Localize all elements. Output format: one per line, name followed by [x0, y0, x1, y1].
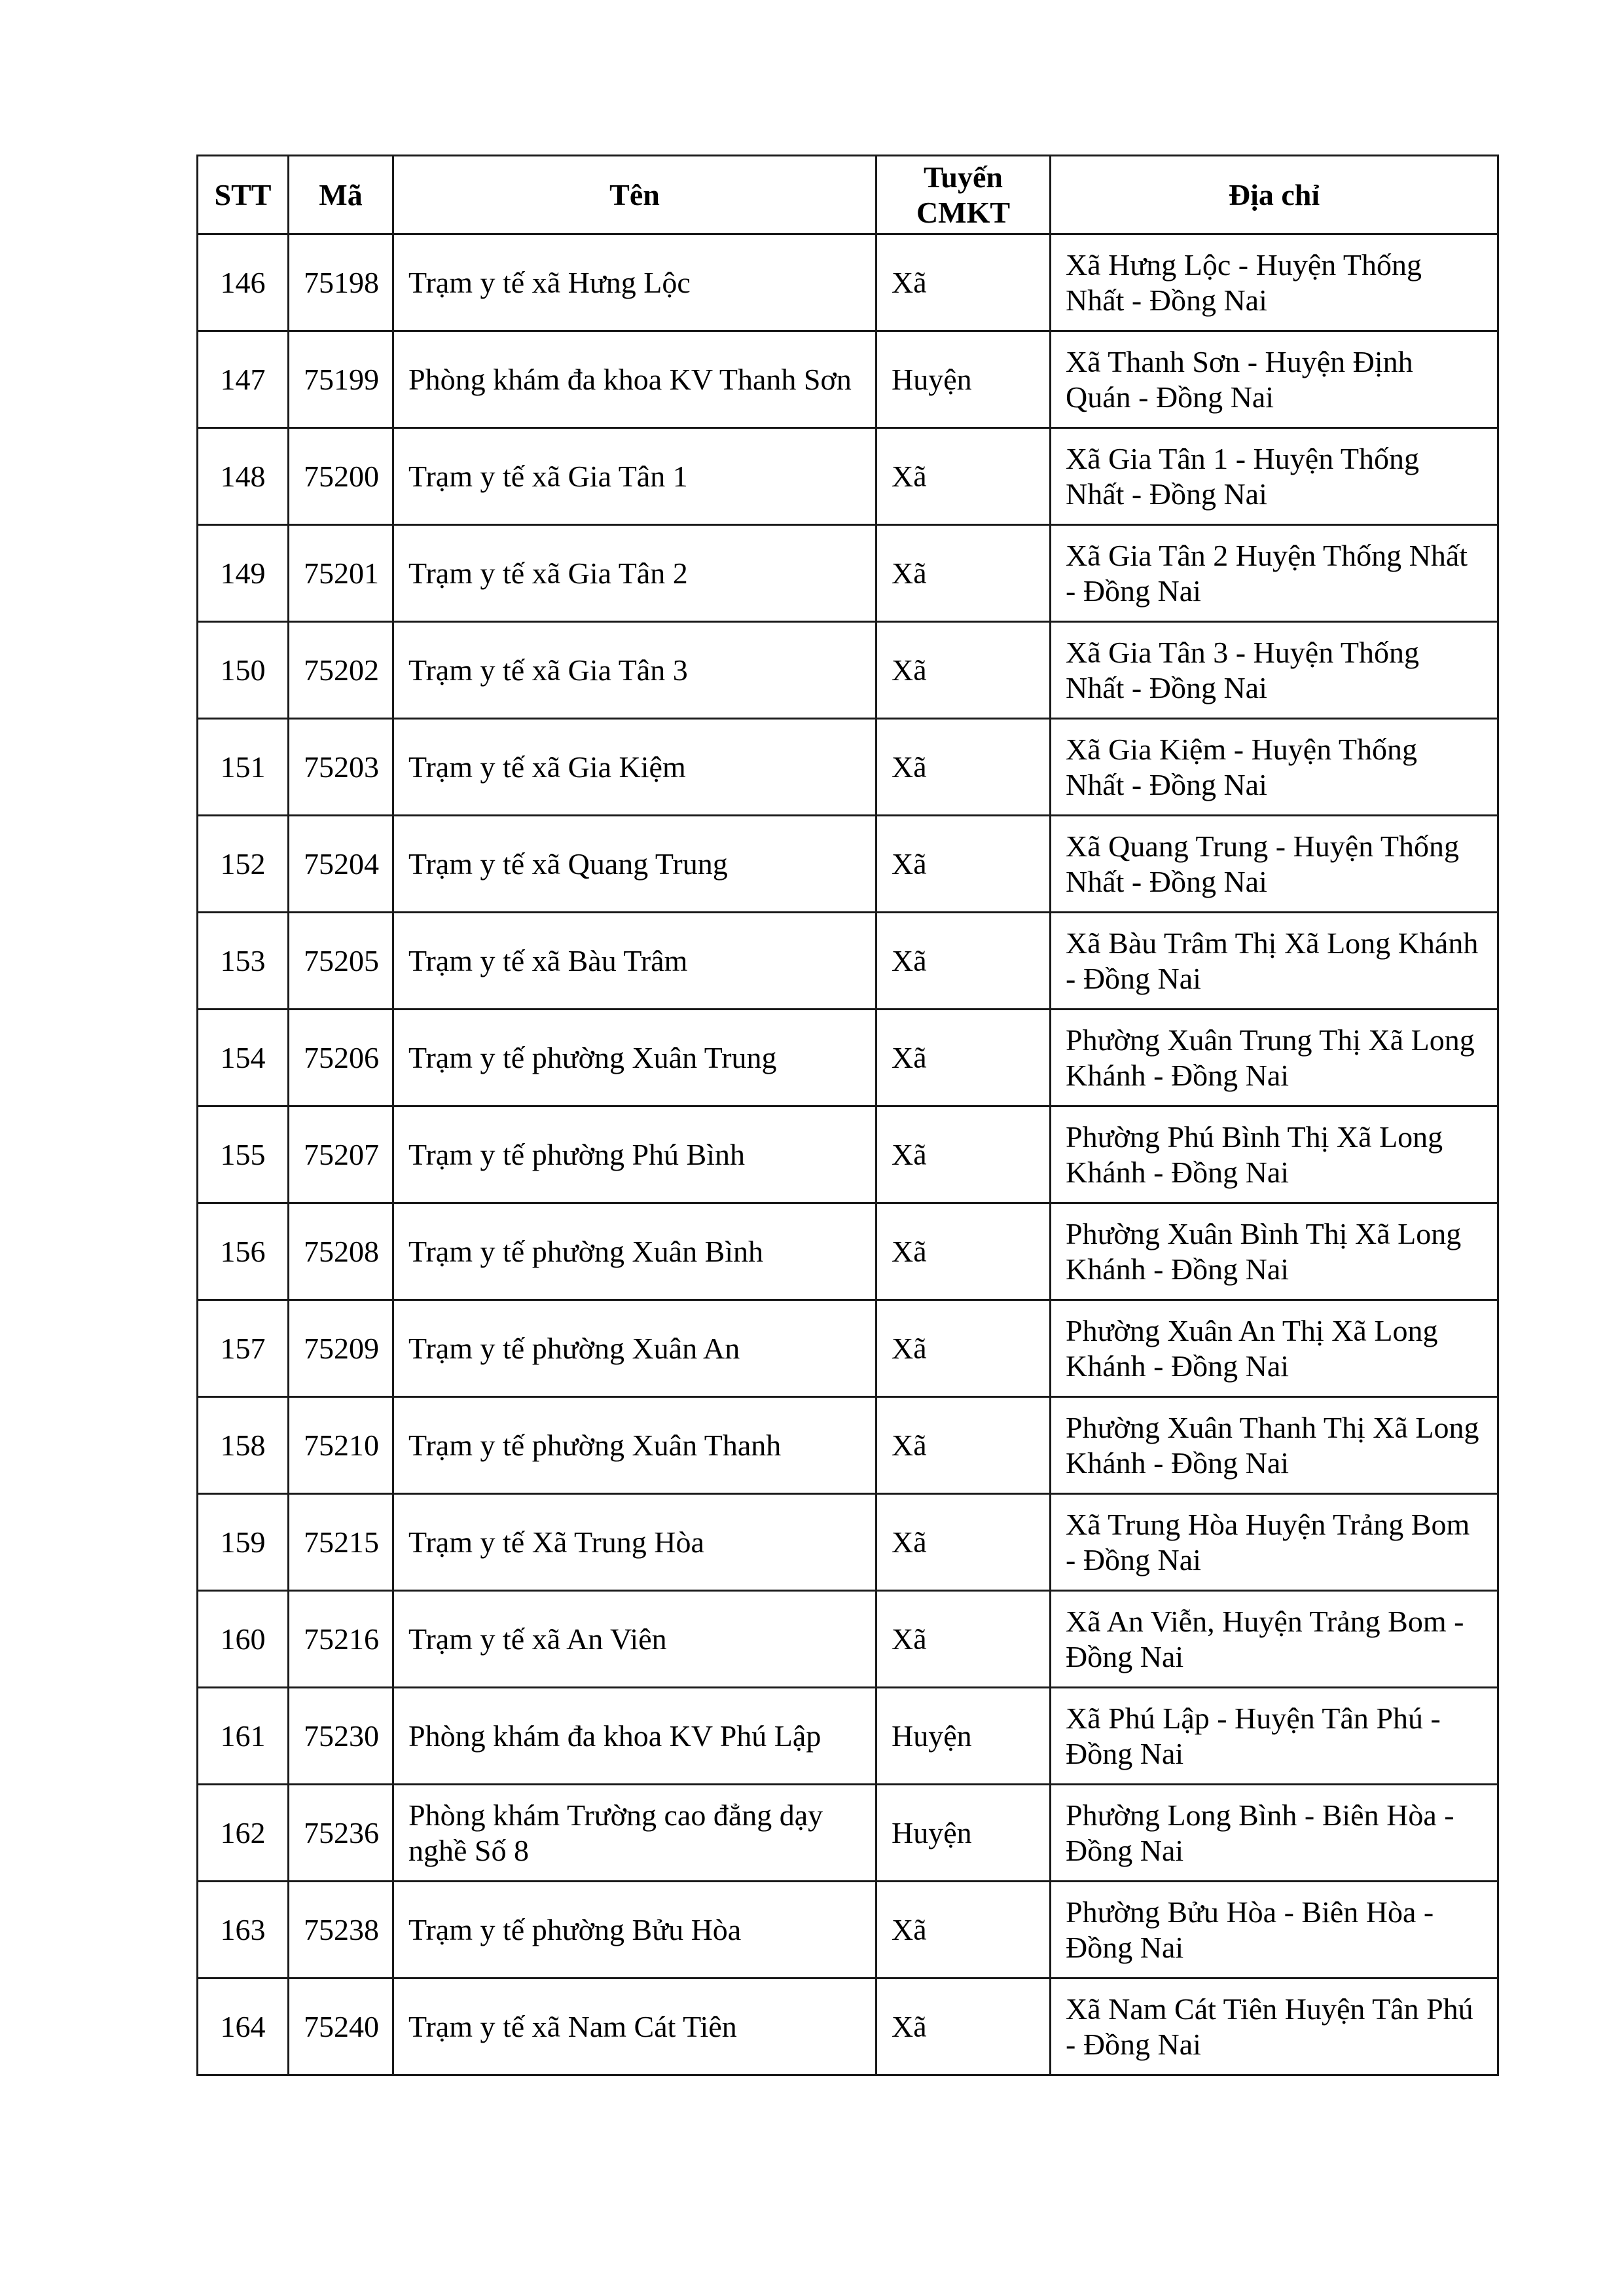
table-row: [198, 719, 1498, 816]
cell-ma: 75206: [289, 1010, 393, 1106]
cell-ma: 75207: [289, 1106, 393, 1203]
cell-ma: 75203: [289, 719, 393, 816]
cell-dia-chi: Phường Xuân An Thị Xã Long Khánh - Đồng Nai: [1051, 1300, 1498, 1397]
cell-dia-chi: Xã Nam Cát Tiên Huyện Tân Phú - Đồng Nai: [1051, 1978, 1498, 2075]
table-row: [198, 1785, 1498, 1882]
cell-ten: Trạm y tế phường Xuân Bình: [393, 1203, 876, 1300]
table-row: [198, 1300, 1498, 1397]
cell-tuyen: Huyện: [876, 331, 1051, 428]
cell-dia-chi: Xã Gia Tân 2 Huyện Thống Nhất - Đồng Nai: [1051, 525, 1498, 622]
cell-dia-chi: Xã Bàu Trâm Thị Xã Long Khánh - Đồng Nai: [1051, 913, 1498, 1010]
cell-stt: 159: [198, 1494, 289, 1591]
cell-stt: 149: [198, 525, 289, 622]
cell-ten: Trạm y tế Xã Trung Hòa: [393, 1494, 876, 1591]
cell-tuyen: Xã: [876, 1591, 1051, 1688]
table-row: [198, 1010, 1498, 1106]
table-row: [198, 428, 1498, 525]
cell-ten: Trạm y tế xã Quang Trung: [393, 816, 876, 913]
cell-dia-chi: Phường Xuân Bình Thị Xã Long Khánh - Đồng Nai: [1051, 1203, 1498, 1300]
cell-ten: Trạm y tế xã Gia Kiệm: [393, 719, 876, 816]
cell-tuyen: Xã: [876, 1203, 1051, 1300]
header-ten: Tên: [393, 156, 876, 234]
cell-stt: 158: [198, 1397, 289, 1494]
table-row: [198, 622, 1498, 719]
cell-stt: 161: [198, 1688, 289, 1785]
cell-ma: 75208: [289, 1203, 393, 1300]
table-row: [198, 234, 1498, 331]
cell-ma: 75236: [289, 1785, 393, 1882]
cell-stt: 164: [198, 1978, 289, 2075]
cell-ma: 75215: [289, 1494, 393, 1591]
cell-ma: 75198: [289, 234, 393, 331]
cell-stt: 153: [198, 913, 289, 1010]
cell-dia-chi: Xã Gia Kiệm - Huyện Thống Nhất - Đồng Nai: [1051, 719, 1498, 816]
cell-dia-chi: Xã Phú Lập - Huyện Tân Phú - Đồng Nai: [1051, 1688, 1498, 1785]
cell-tuyen: Xã: [876, 1494, 1051, 1591]
cell-tuyen: Huyện: [876, 1785, 1051, 1882]
cell-dia-chi: Xã Thanh Sơn - Huyện Định Quán - Đồng Nai: [1051, 331, 1498, 428]
cell-stt: 163: [198, 1882, 289, 1978]
cell-ten: Trạm y tế xã Gia Tân 2: [393, 525, 876, 622]
cell-tuyen: Huyện: [876, 1688, 1051, 1785]
cell-dia-chi: Phường Xuân Thanh Thị Xã Long Khánh - Đồng Nai: [1051, 1397, 1498, 1494]
cell-ma: 75200: [289, 428, 393, 525]
cell-ma: 75202: [289, 622, 393, 719]
cell-stt: 150: [198, 622, 289, 719]
cell-dia-chi: Xã Gia Tân 1 - Huyện Thống Nhất - Đồng Nai: [1051, 428, 1498, 525]
cell-tuyen: Xã: [876, 816, 1051, 913]
header-tuyen-cmkt: [876, 156, 1051, 234]
cell-ma: 75238: [289, 1882, 393, 1978]
cell-dia-chi: Phường Phú Bình Thị Xã Long Khánh - Đồng Nai: [1051, 1106, 1498, 1203]
table-row: [198, 1591, 1498, 1688]
cell-ma: 75199: [289, 331, 393, 428]
table-body: [198, 234, 1498, 2075]
cell-stt: 155: [198, 1106, 289, 1203]
cell-tuyen: Xã: [876, 719, 1051, 816]
cell-ma: 75209: [289, 1300, 393, 1397]
table-row: [198, 525, 1498, 622]
cell-ma: 75230: [289, 1688, 393, 1785]
cell-ma: 75216: [289, 1591, 393, 1688]
cell-dia-chi: Xã Gia Tân 3 - Huyện Thống Nhất - Đồng Nai: [1051, 622, 1498, 719]
cell-ten: Trạm y tế phường Phú Bình: [393, 1106, 876, 1203]
cell-ten: Trạm y tế xã Gia Tân 1: [393, 428, 876, 525]
cell-tuyen: Xã: [876, 1300, 1051, 1397]
cell-ten: Trạm y tế xã Bàu Trâm: [393, 913, 876, 1010]
cell-ma: 75205: [289, 913, 393, 1010]
cell-ten: Trạm y tế phường Xuân An: [393, 1300, 876, 1397]
cell-stt: 152: [198, 816, 289, 913]
cell-ten: Phòng khám đa khoa KV Thanh Sơn: [393, 331, 876, 428]
cell-tuyen: Xã: [876, 1106, 1051, 1203]
table-row: [198, 1882, 1498, 1978]
header-tuyen-line2: CMKT: [916, 195, 1011, 229]
header-stt: STT: [198, 156, 289, 234]
cell-stt: 148: [198, 428, 289, 525]
cell-tuyen: Xã: [876, 622, 1051, 719]
cell-ten: Phòng khám đa khoa KV Phú Lập: [393, 1688, 876, 1785]
table-row: [198, 1203, 1498, 1300]
cell-dia-chi: Xã Hưng Lộc - Huyện Thống Nhất - Đồng Nai: [1051, 234, 1498, 331]
cell-dia-chi: Phường Long Bình - Biên Hòa - Đồng Nai: [1051, 1785, 1498, 1882]
cell-dia-chi: Xã An Viễn, Huyện Trảng Bom - Đồng Nai: [1051, 1591, 1498, 1688]
cell-tuyen: Xã: [876, 428, 1051, 525]
cell-stt: 154: [198, 1010, 289, 1106]
cell-stt: 157: [198, 1300, 289, 1397]
cell-ma: 75201: [289, 525, 393, 622]
table-row: [198, 1494, 1498, 1591]
cell-tuyen: Xã: [876, 913, 1051, 1010]
table-row: [198, 816, 1498, 913]
table-row: [198, 331, 1498, 428]
facility-table: [196, 155, 1499, 2076]
cell-tuyen: Xã: [876, 1397, 1051, 1494]
cell-ma: 75240: [289, 1978, 393, 2075]
table-row: [198, 1688, 1498, 1785]
cell-ten: Trạm y tế phường Bửu Hòa: [393, 1882, 876, 1978]
cell-stt: 160: [198, 1591, 289, 1688]
cell-stt: 156: [198, 1203, 289, 1300]
table-row: [198, 1978, 1498, 2075]
cell-ten: Trạm y tế xã Nam Cát Tiên: [393, 1978, 876, 2075]
table-row: [198, 1397, 1498, 1494]
cell-dia-chi: Phường Xuân Trung Thị Xã Long Khánh - Đồng Nai: [1051, 1010, 1498, 1106]
cell-ten: Trạm y tế phường Xuân Thanh: [393, 1397, 876, 1494]
table-row: [198, 913, 1498, 1010]
cell-ten: Trạm y tế xã Gia Tân 3: [393, 622, 876, 719]
table-header-row: [198, 156, 1498, 234]
cell-tuyen: Xã: [876, 1978, 1051, 2075]
cell-stt: 147: [198, 331, 289, 428]
cell-stt: 146: [198, 234, 289, 331]
header-dia-chi: Địa chỉ: [1051, 156, 1498, 234]
cell-ten: Trạm y tế xã Hưng Lộc: [393, 234, 876, 331]
cell-tuyen: Xã: [876, 1010, 1051, 1106]
cell-tuyen: Xã: [876, 234, 1051, 331]
header-tuyen-line1: Tuyến: [923, 160, 1003, 194]
cell-tuyen: Xã: [876, 1882, 1051, 1978]
cell-ma: 75210: [289, 1397, 393, 1494]
cell-dia-chi: Xã Trung Hòa Huyện Trảng Bom - Đồng Nai: [1051, 1494, 1498, 1591]
cell-stt: 162: [198, 1785, 289, 1882]
cell-dia-chi: Xã Quang Trung - Huyện Thống Nhất - Đồng Nai: [1051, 816, 1498, 913]
cell-ten: Phòng khám Trường cao đẳng dạy nghề Số 8: [393, 1785, 876, 1882]
cell-tuyen: Xã: [876, 525, 1051, 622]
cell-ten: Trạm y tế xã An Viên: [393, 1591, 876, 1688]
cell-ma: 75204: [289, 816, 393, 913]
header-ma: Mã: [289, 156, 393, 234]
table-row: [198, 1106, 1498, 1203]
cell-dia-chi: Phường Bửu Hòa - Biên Hòa - Đồng Nai: [1051, 1882, 1498, 1978]
cell-stt: 151: [198, 719, 289, 816]
cell-ten: Trạm y tế phường Xuân Trung: [393, 1010, 876, 1106]
